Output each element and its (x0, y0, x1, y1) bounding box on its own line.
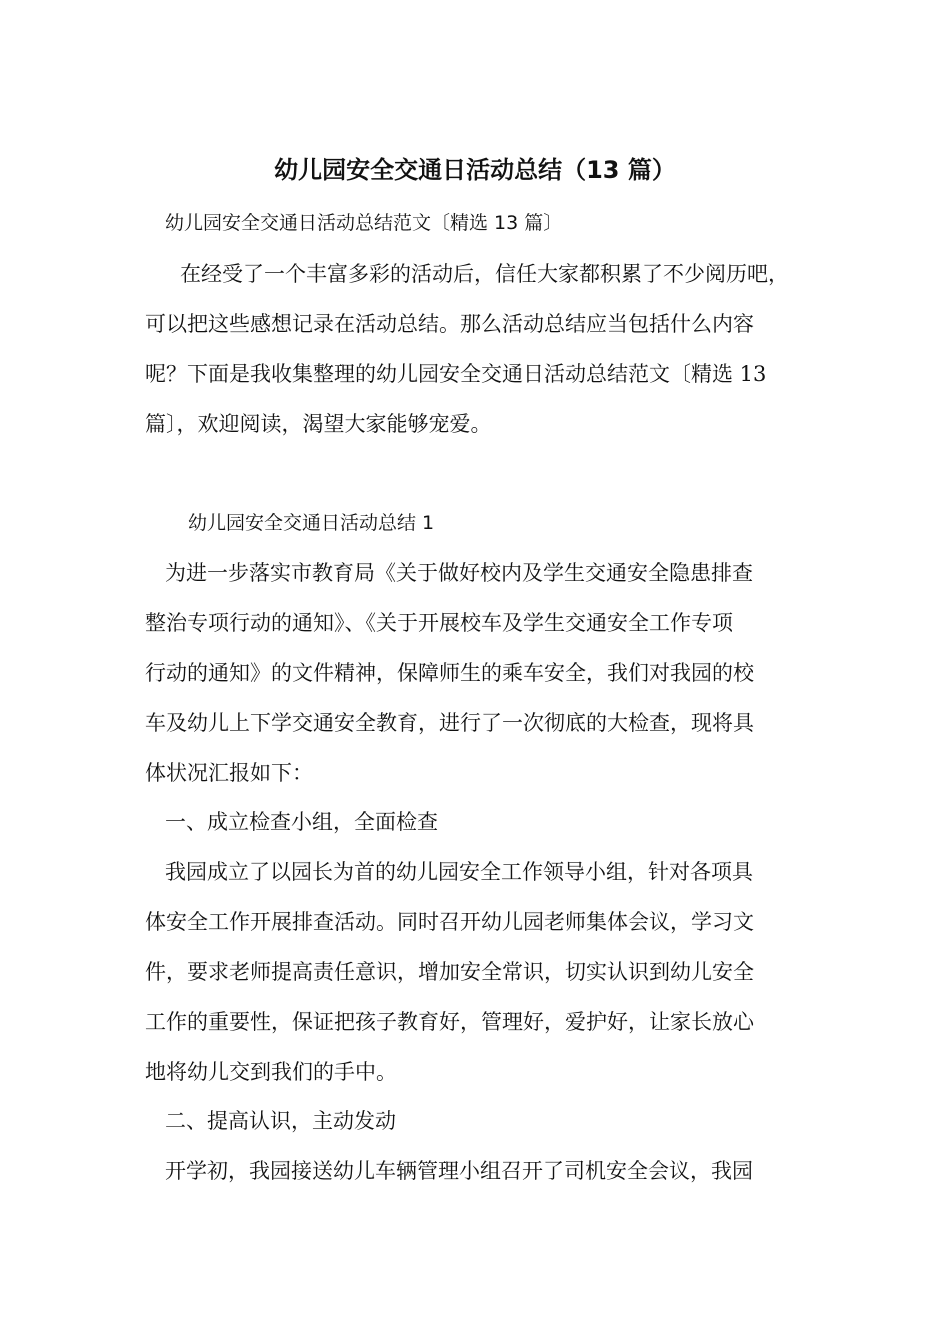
intro-line: 在经受了一个丰富多彩的活动后，信任大家都积累了不少阅历吧， (180, 262, 789, 286)
point-heading: 一、成立检查小组，全面检查 (165, 810, 438, 834)
paragraph-line: 体安全工作开展排查活动。同时召开幼儿园老师集体会议，学习文 (145, 910, 754, 934)
paragraph-line: 整治专项行动的通知》、《关于开展校车及学生交通安全工作专项 (145, 611, 733, 635)
paragraph-line: 行动的通知》的文件精神，保障师生的乘车安全，我们对我园的校 (145, 661, 754, 685)
paragraph-line: 体状况汇报如下： (145, 761, 313, 785)
intro-line: 可以把这些感想记录在活动总结。那么活动总结应当包括什么内容 (145, 312, 754, 336)
section-heading: 幼儿园安全交通日活动总结 1 (188, 512, 435, 534)
paragraph-line: 车及幼儿上下学交通安全教育，进行了一次彻底的大检查，现将具 (145, 711, 754, 735)
document-title: 幼儿园安全交通日活动总结（13 篇） (274, 156, 676, 184)
point-heading: 二、提高认识，主动发动 (165, 1109, 396, 1133)
paragraph-line: 开学初，我园接送幼儿车辆管理小组召开了司机安全会议，我园 (165, 1159, 753, 1183)
paragraph-line: 地将幼儿交到我们的手中。 (145, 1060, 397, 1084)
paragraph-line: 我园成立了以园长为首的幼儿园安全工作领导小组，针对各项具 (165, 860, 753, 884)
intro-line: 呢？下面是我收集整理的幼儿园安全交通日活动总结范文〔精选 13 (145, 362, 767, 386)
document-subtitle: 幼儿园安全交通日活动总结范文〔精选 13 篇〕 (165, 212, 563, 234)
paragraph-line: 件，要求老师提高责任意识，增加安全常识，切实认识到幼儿安全 (145, 960, 754, 984)
paragraph-line: 为进一步落实市教育局《关于做好校内及学生交通安全隐患排查 (165, 561, 753, 585)
paragraph-line: 工作的重要性，保证把孩子教育好，管理好，爱护好，让家长放心 (145, 1010, 754, 1034)
intro-line: 篇〕，欢迎阅读，渴望大家能够宠爱。 (145, 412, 492, 436)
